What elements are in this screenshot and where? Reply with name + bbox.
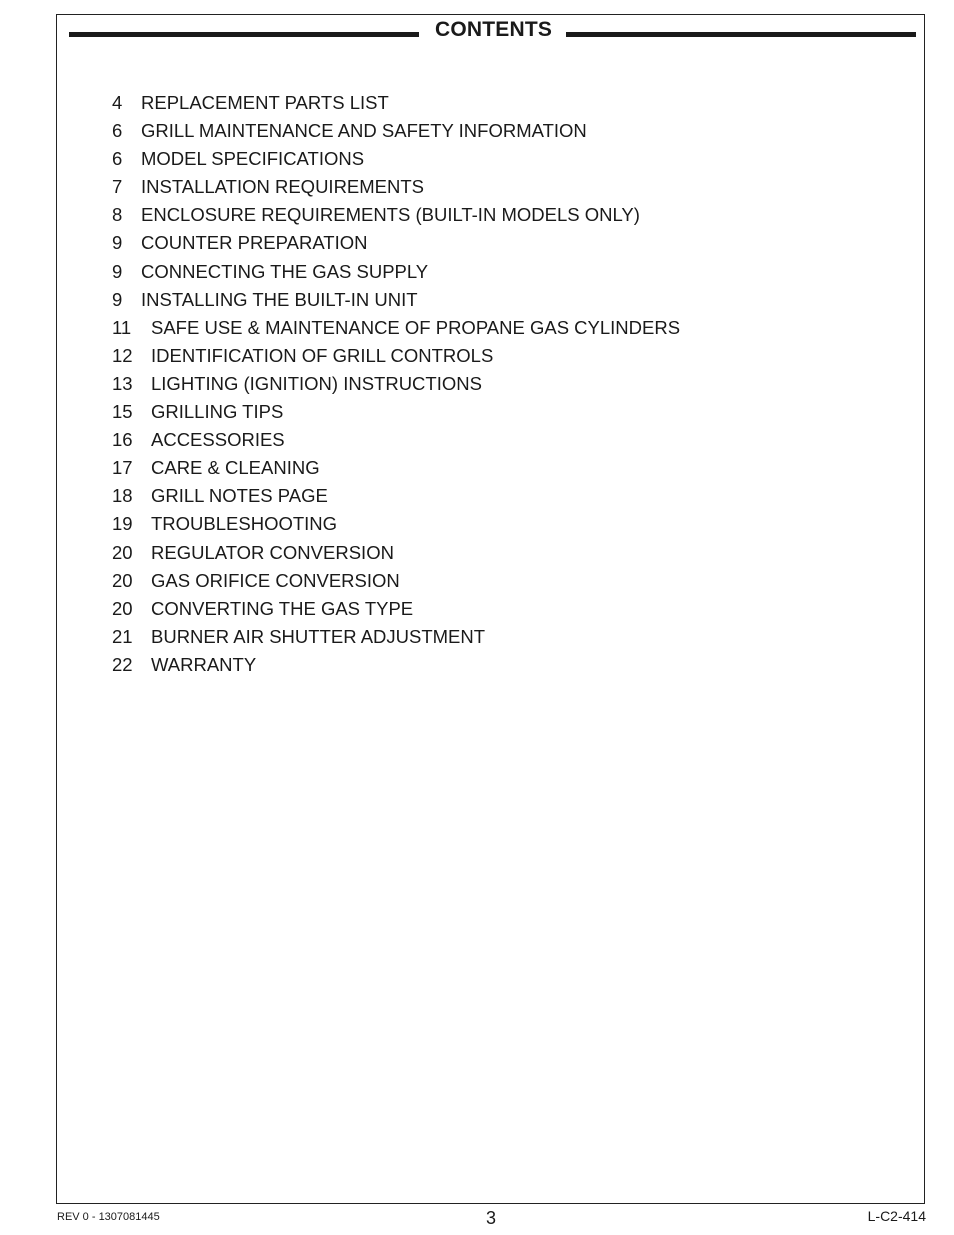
toc-entry[interactable] bbox=[112, 567, 680, 595]
toc-page-number: 9 bbox=[112, 288, 123, 310]
toc-page-number: 22 bbox=[112, 653, 133, 675]
header-rule-right bbox=[566, 32, 916, 37]
toc-page-number: 4 bbox=[112, 92, 123, 113]
toc-entry-title: IDENTIFICATION OF GRILL CONTROLS bbox=[151, 344, 494, 366]
toc-entry[interactable] bbox=[112, 258, 680, 286]
toc-page-number: 7 bbox=[112, 176, 123, 198]
toc-entry-title: BURNER AIR SHUTTER ADJUSTMENT bbox=[151, 625, 486, 647]
toc-page-number: 16 bbox=[112, 429, 133, 451]
footer-page-number: 3 bbox=[486, 1208, 497, 1228]
toc-page-number: 9 bbox=[112, 260, 123, 282]
toc-entry-title: CONNECTING THE GAS SUPPLY bbox=[141, 260, 429, 282]
toc-entry-title: ACCESSORIES bbox=[151, 429, 285, 451]
toc-entry[interactable] bbox=[112, 314, 680, 342]
contents-header bbox=[69, 17, 916, 43]
toc-entry[interactable] bbox=[112, 370, 680, 398]
toc-entry-title: GRILLING TIPS bbox=[151, 401, 284, 423]
toc-page-number: 20 bbox=[112, 597, 133, 619]
toc-entry-title: COUNTER PREPARATION bbox=[141, 232, 368, 254]
page-title: CONTENTS bbox=[434, 18, 553, 41]
toc-entry[interactable] bbox=[112, 623, 680, 651]
toc-page-number: 20 bbox=[112, 569, 133, 591]
toc-entry[interactable] bbox=[112, 201, 680, 229]
toc-entry-title: MODEL SPECIFICATIONS bbox=[141, 148, 365, 170]
toc-page-number: 19 bbox=[112, 513, 133, 535]
toc-entry-title: CARE & CLEANING bbox=[151, 457, 320, 479]
toc-page-number: 18 bbox=[112, 485, 133, 507]
toc-page-number: 13 bbox=[112, 372, 133, 394]
footer-revision: REV 0 - 1307081445 bbox=[57, 1211, 160, 1223]
toc-entry-title: REGULATOR CONVERSION bbox=[151, 541, 394, 563]
toc-page-number: 8 bbox=[112, 204, 123, 226]
toc-entry[interactable] bbox=[112, 454, 680, 482]
table-of-contents bbox=[112, 89, 680, 679]
toc-entry-title: GRILL NOTES PAGE bbox=[151, 485, 328, 507]
toc-entry[interactable] bbox=[112, 398, 680, 426]
toc-page-number: 6 bbox=[112, 120, 123, 142]
toc-entry-title: LIGHTING (IGNITION) INSTRUCTIONS bbox=[151, 372, 482, 394]
toc-entry[interactable] bbox=[112, 229, 680, 257]
toc-entry[interactable] bbox=[112, 539, 680, 567]
toc-page-number: 20 bbox=[112, 541, 133, 563]
toc-entry[interactable] bbox=[112, 482, 680, 510]
toc-page-number: 9 bbox=[112, 232, 123, 254]
toc-entry[interactable] bbox=[112, 145, 680, 173]
toc-entry[interactable] bbox=[112, 342, 680, 370]
toc-entry[interactable] bbox=[112, 426, 680, 454]
toc-page-number: 12 bbox=[112, 344, 133, 366]
toc-entry-title: TROUBLESHOOTING bbox=[151, 513, 338, 535]
toc-entry[interactable] bbox=[112, 117, 680, 145]
toc-entry[interactable] bbox=[112, 595, 680, 623]
toc-entry-title: INSTALLATION REQUIREMENTS bbox=[141, 176, 425, 198]
toc-entry[interactable] bbox=[112, 89, 680, 117]
toc-entry-title: CONVERTING THE GAS TYPE bbox=[151, 597, 414, 619]
toc-page-number: 11 bbox=[112, 316, 132, 338]
toc-entry-title: SAFE USE & MAINTENANCE OF PROPANE GAS CYLINDERS bbox=[151, 316, 681, 338]
toc-entry-title: INSTALLING THE BUILT-IN UNIT bbox=[141, 288, 418, 310]
toc-entry[interactable] bbox=[112, 173, 680, 201]
toc-entry[interactable] bbox=[112, 651, 680, 679]
toc-entry-title: REPLACEMENT PARTS LIST bbox=[141, 92, 389, 113]
toc-page-number: 6 bbox=[112, 148, 123, 170]
footer-doc-code: L-C2-414 bbox=[867, 1208, 926, 1224]
header-rule-left bbox=[69, 32, 419, 37]
toc-entry-title: GAS ORIFICE CONVERSION bbox=[151, 569, 400, 591]
toc-page-number: 17 bbox=[112, 457, 133, 479]
toc-page-number: 21 bbox=[112, 625, 133, 647]
toc-entry-title: ENCLOSURE REQUIREMENTS (BUILT-IN MODELS ONLY) bbox=[141, 204, 640, 226]
toc-entry-title: WARRANTY bbox=[151, 653, 257, 675]
toc-page-number: 15 bbox=[112, 401, 133, 423]
toc-entry[interactable] bbox=[112, 510, 680, 538]
toc-entry-title: GRILL MAINTENANCE AND SAFETY INFORMATION bbox=[141, 120, 587, 142]
toc-entry[interactable] bbox=[112, 286, 680, 314]
